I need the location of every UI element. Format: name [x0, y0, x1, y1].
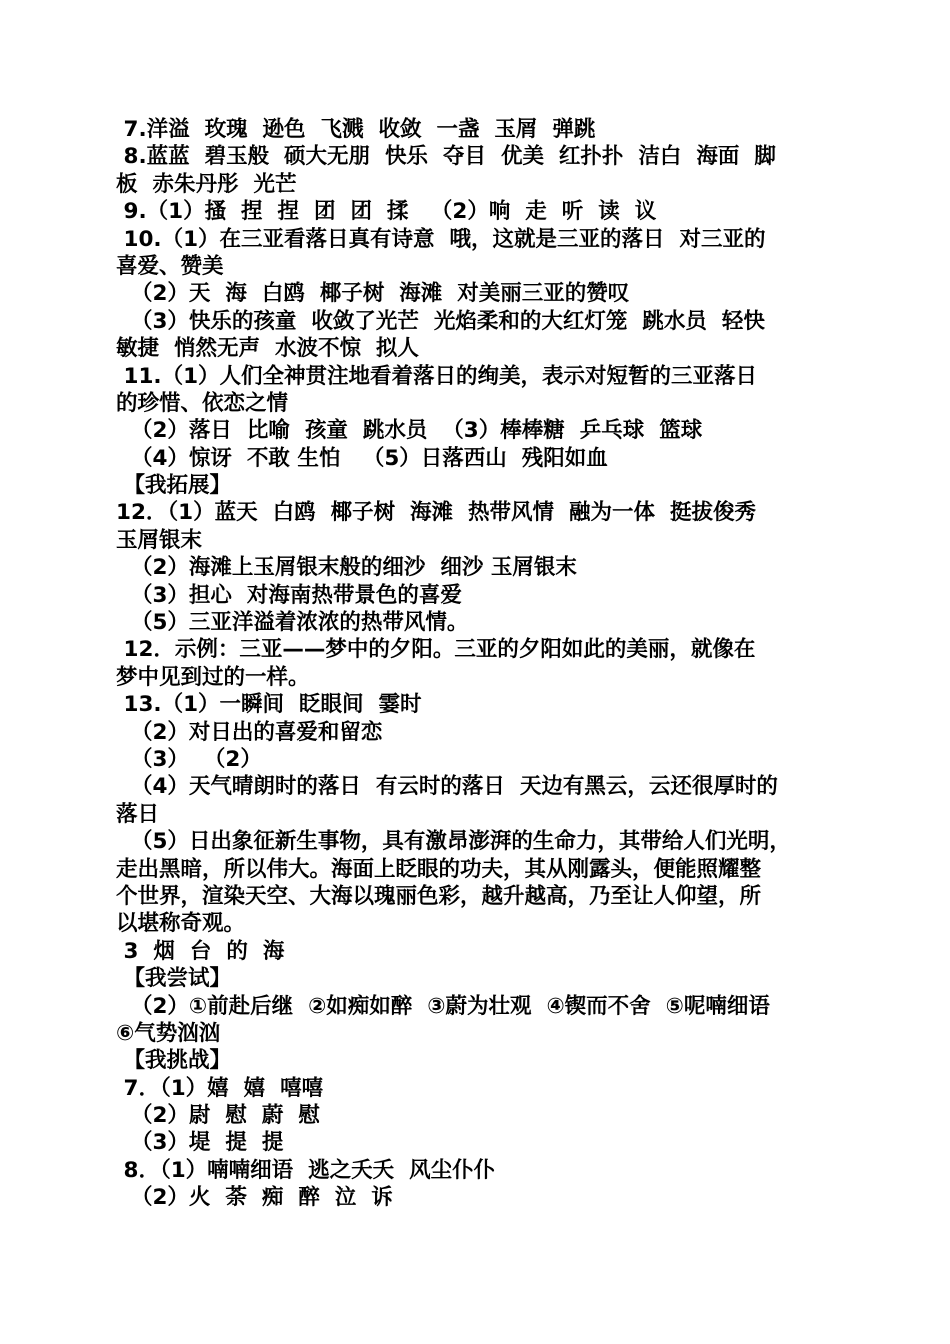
text-line: （2）天 海 白鸥 椰子树 海滩 对美丽三亚的赞叹 [116, 281, 630, 307]
text-line: （2）对日出的喜爱和留恋 [116, 719, 383, 745]
text-line: 7．（1）嬉 嬉 嘻嘻 [116, 1075, 324, 1101]
text-line: （3） （2） [116, 746, 262, 772]
text-line: 板 赤朱丹彤 光芒 [116, 171, 297, 197]
section-heading: 【我拓展】 [116, 473, 231, 499]
text-line: 落日 [116, 801, 160, 827]
text-line: （3）快乐的孩童 收敛了光芒 光焰柔和的大红灯笼 跳水员 轻快 [116, 308, 765, 334]
text-line: 8.蓝蓝 碧玉般 硕大无朋 快乐 夺目 优美 红扑扑 洁白 海面 脚 [116, 144, 776, 170]
text-line: （2）火 荼 痴 醉 泣 诉 [116, 1185, 393, 1211]
text-line: （3）担心 对海南热带景色的喜爱 [116, 582, 462, 608]
text-line: 9.（1）搔 捏 捏 团 团 揉 （2）响 走 听 读 议 [116, 199, 657, 225]
text-line: 13.（1）一瞬间 眨眼间 霎时 [116, 692, 422, 718]
text-line: 喜爱、赞美 [116, 253, 224, 279]
text-line: 敏捷 悄然无声 水波不惊 拟人 [116, 336, 419, 362]
text-line: 以堪称奇观。 [116, 911, 246, 937]
text-line: 的珍惜、依恋之情 [116, 390, 289, 416]
text-line: （2）落日 比喻 孩童 跳水员 （3）棒棒糖 乒乓球 篮球 [116, 418, 703, 444]
text-line: 12．（1）蓝天 白鸥 椰子树 海滩 热带风情 融为一体 挺拔俊秀 [116, 500, 756, 526]
text-line: 个世界，渲染天空、大海以瑰丽色彩，越升越高，乃至让人仰望，所 [116, 883, 762, 909]
text-line: 12．示例：三亚——梦中的夕阳。三亚的夕阳如此的美丽，就像在 [116, 637, 756, 663]
answer-document [116, 116, 842, 1212]
text-line: 梦中见到过的一样。 [116, 664, 310, 690]
text-line: （4）惊讶 不敢 生怕 （5）日落西山 残阳如血 [116, 445, 608, 471]
text-line: （5）日出象征新生事物，具有激昂澎湃的生命力，其带给人们光明， [116, 829, 791, 855]
text-line: 10.（1）在三亚看落日真有诗意 哦，这就是三亚的落日 对三亚的 [116, 226, 766, 252]
text-line: （3）堤 提 提 [116, 1130, 284, 1156]
text-line: 7.洋溢 玫瑰 逊色 飞溅 收敛 一盏 玉屑 弹跳 [116, 117, 596, 142]
lesson-title: 3 烟 台 的 海 [116, 938, 285, 964]
text-line: ⑥气势汹汹 [116, 1020, 221, 1046]
section-heading: 【我挑战】 [116, 1048, 231, 1074]
text-line: 8．（1）喃喃细语 逃之夭夭 风尘仆仆 [116, 1157, 496, 1183]
text-line: （5）三亚洋溢着浓浓的热带风情。 [116, 610, 469, 636]
text-line: （2）尉 慰 蔚 慰 [116, 1103, 320, 1129]
text-line: 玉屑银末 [116, 527, 203, 553]
text-line: （2）海滩上玉屑银末般的细沙 细沙 玉屑银末 [116, 555, 577, 581]
section-heading: 【我尝试】 [116, 966, 231, 992]
text-line: （4）天气晴朗时的落日 有云时的落日 天边有黑云，云还很厚时的 [116, 774, 778, 800]
text-line: 11.（1）人们全神贯注地看着落日的绚美，表示对短暂的三亚落日 [116, 363, 758, 389]
text-line: 走出黑暗，所以伟大。海面上眨眼的功夫，其从刚露头，便能照耀整 [116, 856, 762, 882]
text-line: （2）①前赴后继 ②如痴如醉 ③蔚为壮观 ④锲而不舍 ⑤呢喃细语 [116, 993, 770, 1019]
